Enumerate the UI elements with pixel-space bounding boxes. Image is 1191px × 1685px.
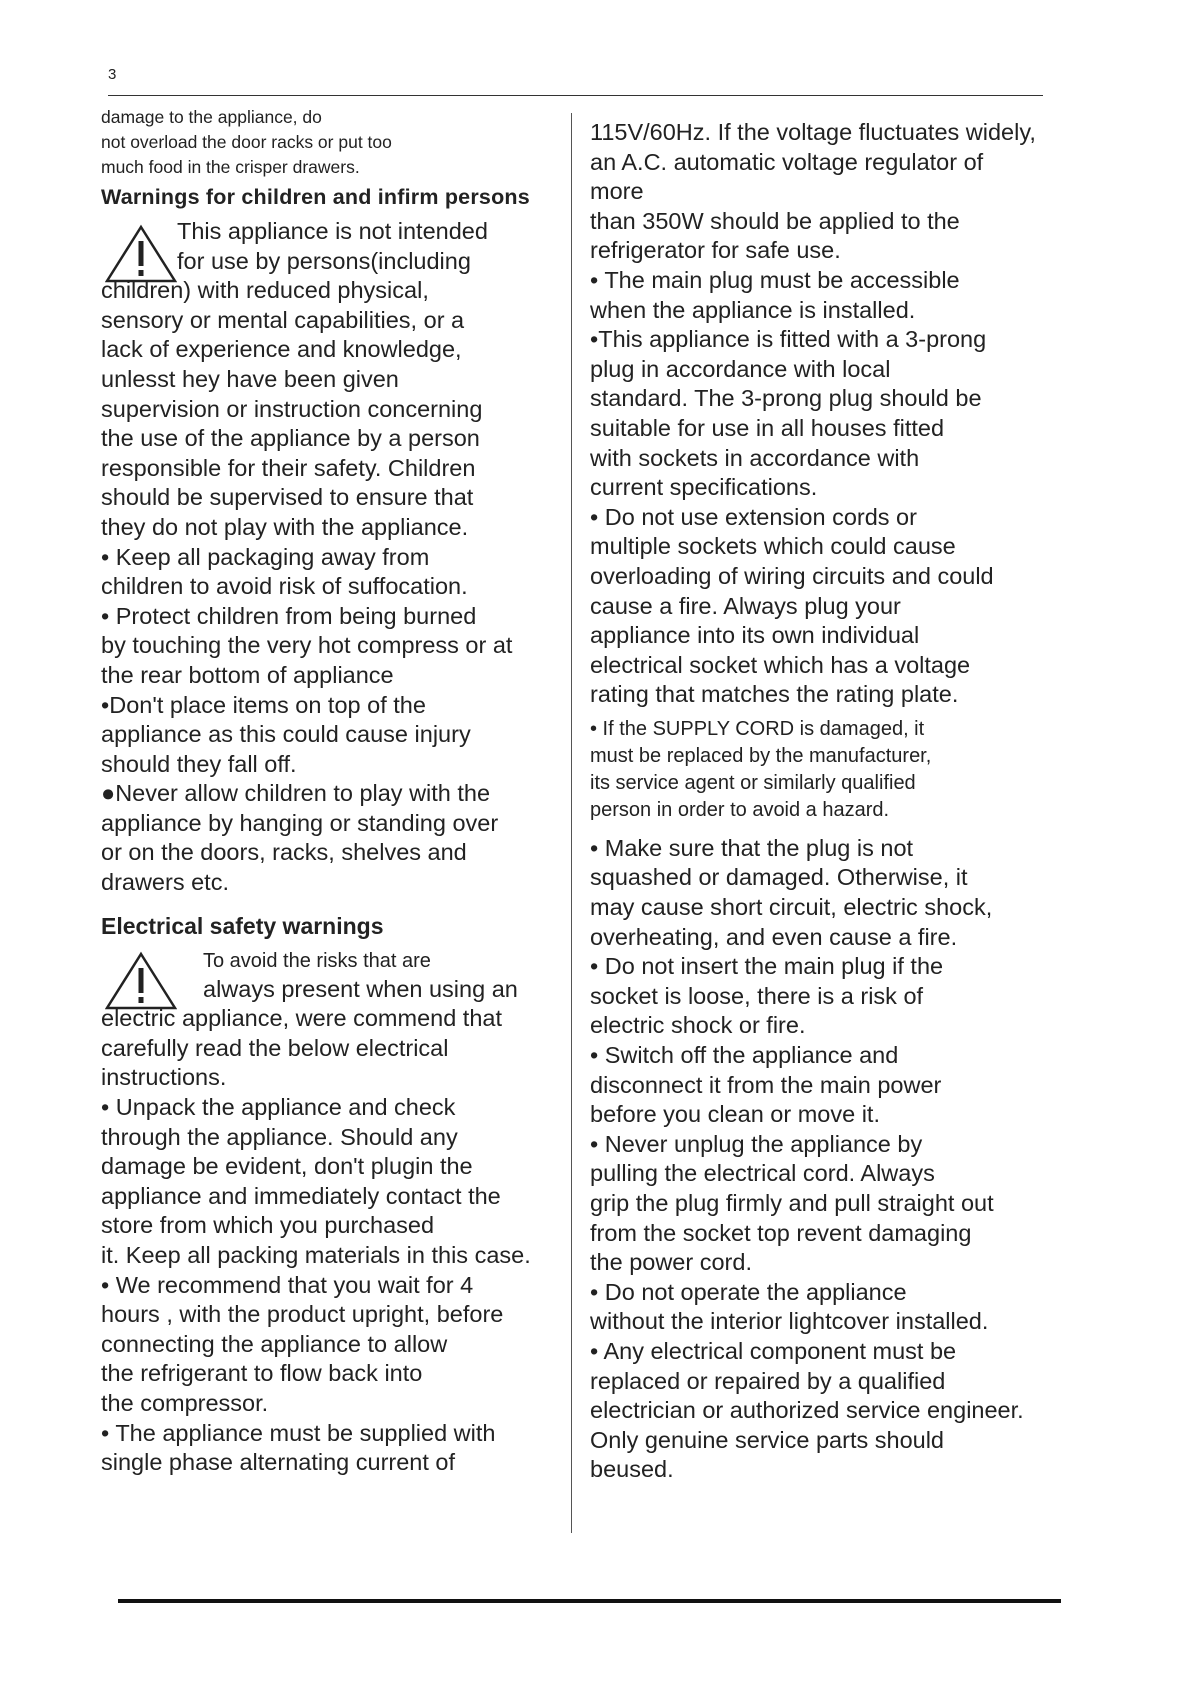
text-line: should be supervised to ensure that <box>101 484 474 511</box>
text-line: when the appliance is installed. <box>590 296 916 323</box>
text-line: store from which you purchased <box>101 1212 435 1239</box>
electrical-intro-first-line: To avoid the risks that are <box>203 949 431 972</box>
text-line: than 350W should be applied to the <box>590 207 960 234</box>
text-line: should they fall off. <box>101 750 297 777</box>
text-line: supervision or instruction concerning <box>101 395 483 422</box>
text-line: • Do not operate the appliance <box>590 1278 907 1305</box>
text-line: overheating, and even cause a fire. <box>590 923 958 950</box>
text-line: disconnect it from the main power <box>590 1071 942 1098</box>
text-line: responsible for their safety. Children <box>101 454 476 481</box>
text-line: rating that matches the rating plate. <box>590 681 959 708</box>
text-line: suitable for use in all houses fitted <box>590 414 945 441</box>
supply-cord-text <box>590 716 1090 824</box>
text-line: • Switch off the appliance and <box>590 1042 899 1069</box>
text-line: an A.C. automatic voltage regulator of <box>590 148 984 175</box>
text-line: before you clean or move it. <box>590 1101 880 1128</box>
text-line: beused. <box>590 1456 674 1483</box>
text-line: electric appliance, were commend that <box>101 1005 503 1032</box>
text-line: electrician or authorized service engineer. <box>590 1397 1024 1424</box>
text-line: multiple sockets which could cause <box>590 533 956 560</box>
text-line: the use of the appliance by a person <box>101 425 480 452</box>
text-line: current specifications. <box>590 474 818 501</box>
text-line: 115V/60Hz. If the voltage fluctuates widely, <box>590 119 1036 145</box>
text-line: socket is loose, there is a risk of <box>590 982 924 1009</box>
text-line: • Any electrical component must be <box>590 1337 957 1364</box>
text-line: • Do not use extension cords or <box>590 503 917 530</box>
text-line: appliance and immediately contact the <box>101 1182 501 1209</box>
left-column <box>101 105 571 1478</box>
text-line: connecting the appliance to allow <box>101 1330 448 1357</box>
text-line: grip the plug firmly and pull straight out <box>590 1190 994 1216</box>
electrical-warning-text <box>101 975 571 1478</box>
text-line: • Do not insert the main plug if the <box>590 953 944 980</box>
children-warnings-section <box>101 217 571 898</box>
text-line: the power cord. <box>590 1249 752 1276</box>
text-line: without the interior lightcover installed. <box>590 1308 989 1335</box>
text-line: through the appliance. Should any <box>101 1123 458 1150</box>
text-line: children) with reduced physical, <box>101 277 429 304</box>
text-line: • The appliance must be supplied with <box>101 1419 496 1446</box>
column-divider <box>571 113 572 1533</box>
text-line: for use by persons(including <box>177 247 471 274</box>
text-line: sensory or mental capabilities, or a <box>101 306 465 333</box>
text-line: more <box>590 178 644 205</box>
text-line: always present when using an <box>203 975 518 1002</box>
text-line: Only genuine service parts should <box>590 1426 945 1453</box>
text-line: damage to the appliance, do <box>101 107 322 127</box>
electrical-safety-heading: Electrical safety warnings <box>101 912 384 939</box>
text-line: person in order to avoid a hazard. <box>590 798 890 821</box>
electrical-safety-section <box>101 948 571 1478</box>
text-line: by touching the very hot compress or at <box>101 632 513 659</box>
text-line: • Never unplug the appliance by <box>590 1130 923 1157</box>
page-number: 3 <box>108 66 117 83</box>
voltage-and-plug-text <box>590 118 1090 710</box>
text-line: lack of experience and knowledge, <box>101 336 462 363</box>
text-line: must be replaced by the manufacturer, <box>590 744 932 767</box>
text-line: from the socket top revent damaging <box>590 1219 972 1246</box>
text-line: • Unpack the appliance and check <box>101 1094 456 1121</box>
plug-safety-text <box>590 834 1090 1485</box>
text-line: much food in the crisper drawers. <box>101 157 360 177</box>
text-line: squashed or damaged. Otherwise, it <box>590 864 968 891</box>
text-line: refrigerator for safe use. <box>590 237 841 264</box>
text-line: plug in accordance with local <box>590 355 891 382</box>
text-line: appliance by hanging or standing over <box>101 809 499 836</box>
header-rule <box>108 95 1043 96</box>
text-line: the compressor. <box>101 1389 269 1416</box>
text-line: • We recommend that you wait for 4 <box>101 1271 474 1298</box>
text-line: the rear bottom of appliance <box>101 661 394 688</box>
text-line: standard. The 3-prong plug should be <box>590 385 982 412</box>
text-line: • Keep all packaging away from <box>101 543 430 570</box>
text-line: overloading of wiring circuits and could <box>590 562 994 589</box>
text-line: damage be evident, don't plugin the <box>101 1153 473 1180</box>
text-line: replaced or repaired by a qualified <box>590 1367 946 1394</box>
text-line: ●Never allow children to play with the <box>101 780 491 807</box>
text-line: This appliance is not intended <box>177 218 488 244</box>
text-line: •This appliance is fitted with a 3-prong <box>590 326 987 353</box>
text-line: drawers etc. <box>101 869 229 896</box>
footer-rule <box>118 1599 1061 1603</box>
text-line: appliance into its own individual <box>590 622 920 649</box>
text-line: • The main plug must be accessible <box>590 266 960 293</box>
text-line: •Don't place items on top of the <box>101 691 426 718</box>
text-line: hours , with the product upright, before <box>101 1301 504 1328</box>
children-warnings-heading: Warnings for children and infirm persons <box>101 185 530 209</box>
text-line: appliance as this could cause injury <box>101 721 471 748</box>
text-line: its service agent or similarly qualified <box>590 771 916 794</box>
text-line: electrical socket which has a voltage <box>590 651 971 678</box>
text-line: instructions. <box>101 1064 227 1091</box>
text-line: unlesst hey have been given <box>101 365 399 392</box>
text-line: single phase alternating current of <box>101 1449 456 1476</box>
text-line: they do not play with the appliance. <box>101 513 469 540</box>
text-line: • Protect children from being burned <box>101 602 477 629</box>
text-line: or on the doors, racks, shelves and <box>101 839 467 866</box>
text-line: may cause short circuit, electric shock, <box>590 894 993 921</box>
text-line: the refrigerant to flow back into <box>101 1360 423 1387</box>
text-line: it. Keep all packing materials in this case. <box>101 1242 531 1268</box>
children-warning-text <box>101 217 571 898</box>
text-line: children to avoid risk of suffocation. <box>101 573 468 600</box>
text-line: • Make sure that the plug is not <box>590 834 914 861</box>
text-line: cause a fire. Always plug your <box>590 592 901 619</box>
warning-triangle-icon <box>105 950 177 1012</box>
intro-text <box>101 105 571 180</box>
text-line: • If the SUPPLY CORD is damaged, it <box>590 717 925 740</box>
text-line: with sockets in accordance with <box>590 444 920 471</box>
text-line: carefully read the below electrical <box>101 1034 449 1061</box>
text-line: electric shock or fire. <box>590 1012 806 1039</box>
right-column <box>590 118 1090 1485</box>
text-line: pulling the electrical cord. Always <box>590 1160 935 1187</box>
text-line: not overload the door racks or put too <box>101 132 392 152</box>
warning-triangle-icon <box>105 223 177 285</box>
